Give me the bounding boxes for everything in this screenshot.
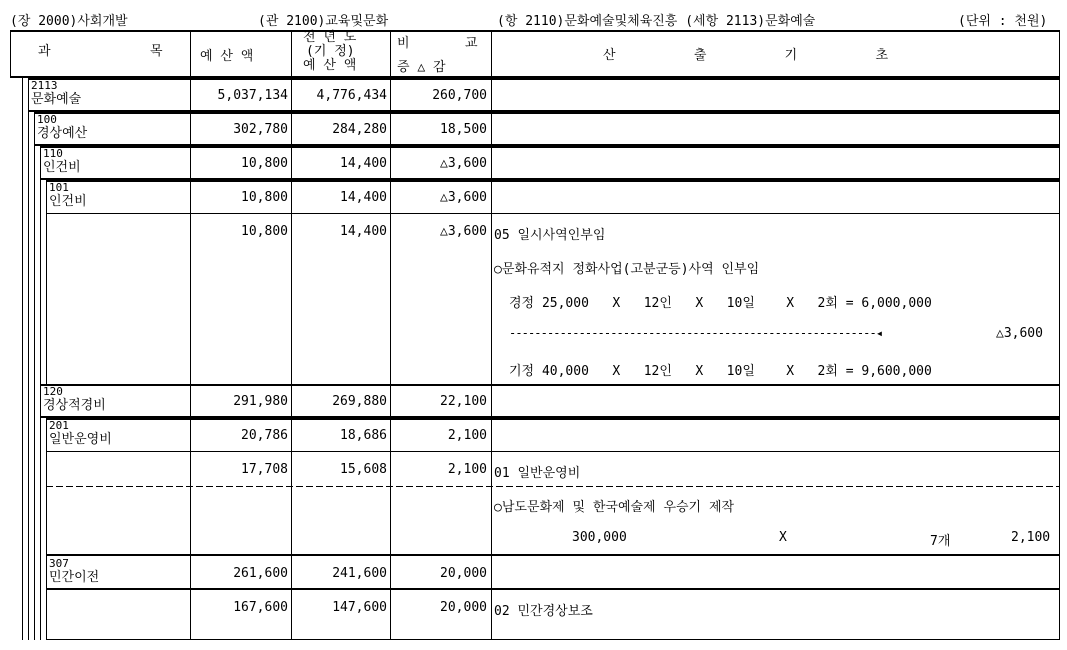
basis-item01-sub: ○남도문화제 및 한국예술제 우승기 제작: [494, 500, 735, 515]
basis-item02-title: 02 민간경상보조: [494, 604, 593, 619]
row-diff: △3,600: [440, 224, 487, 239]
row-prev: 14,400: [340, 190, 387, 205]
basis-calc-3b: 7개: [930, 534, 951, 549]
col-basis: 산 출 기 초: [603, 48, 889, 63]
col-subject-right: 목: [150, 44, 163, 59]
row-code: 307: [49, 557, 69, 570]
row-budget: 261,600: [233, 566, 288, 581]
row-prev: 18,686: [340, 428, 387, 443]
row-budget: 10,800: [241, 190, 288, 205]
row-diff: 2,100: [447, 462, 487, 477]
row-diff: 260,700: [432, 88, 487, 103]
basis-item01-title: 01 일반운영비: [494, 466, 581, 481]
row-budget: 10,800: [241, 224, 288, 239]
row-code: 110: [43, 147, 63, 160]
row-budget: 20,786: [241, 428, 288, 443]
row-budget: 302,780: [233, 122, 288, 137]
gwan-label: (관 2100)교육및문화: [258, 14, 389, 29]
col-compare-top-left: 비: [397, 36, 410, 51]
row-diff: 18,500: [440, 122, 487, 137]
basis-item05-sub: ○문화유적지 정화사업(고분군등)사역 인부임: [494, 262, 760, 277]
col-subject-left: 과: [38, 44, 51, 59]
col-compare-top-right: 교: [465, 36, 478, 51]
row-budget: 17,708: [241, 462, 288, 477]
unit-label: (단위 : 천원): [958, 14, 1048, 29]
col-prev-3: 예 산 액: [303, 58, 357, 73]
row-name: 민간이전: [49, 570, 100, 585]
row-code: 2113: [31, 79, 58, 92]
basis-calc-2: 기정 40,000 X 12인 X 10일 X 2회 = 9,600,000: [509, 364, 932, 379]
basis-calc-3c: 2,100: [1011, 530, 1051, 545]
row-prev: 14,400: [340, 156, 387, 171]
row-budget: 167,600: [233, 600, 288, 615]
row-code: 120: [43, 385, 63, 398]
jang-label: (장 2000)사회개발: [10, 14, 128, 29]
row-diff: 20,000: [440, 566, 487, 581]
row-name: 인건비: [43, 160, 81, 175]
basis-calc-3a: 300,000: [572, 530, 627, 545]
basis-item05-title: 05 일시사역인부임: [494, 228, 606, 243]
hang-label: (항 2110)문화예술및체육진흥 (세항 2113)문화예술: [497, 14, 816, 29]
row-code: 101: [49, 181, 69, 194]
row-prev: 269,880: [332, 394, 387, 409]
row-diff: △3,600: [440, 156, 487, 171]
row-name: 경상적경비: [43, 398, 106, 413]
row-prev: 284,280: [332, 122, 387, 137]
basis-calc-diff: △3,600: [996, 326, 1043, 341]
row-prev: 15,608: [340, 462, 387, 477]
row-diff: △3,600: [440, 190, 487, 205]
row-prev: 241,600: [332, 566, 387, 581]
row-name: 인건비: [49, 194, 87, 209]
basis-calc-1: 경정 25,000 X 12인 X 10일 X 2회 = 6,000,000: [509, 296, 932, 311]
col-prev-1: 전 년 도: [303, 30, 357, 45]
row-code: 100: [37, 113, 57, 126]
row-diff: 20,000: [440, 600, 487, 615]
basis-dashes: ----------------------------------------------------------◂: [509, 326, 883, 340]
row-diff: 22,100: [440, 394, 487, 409]
row-prev: 147,600: [332, 600, 387, 615]
row-name: 경상예산: [37, 126, 88, 141]
col-budget: 예 산 액: [200, 49, 254, 64]
row-code: 201: [49, 419, 69, 432]
row-diff: 2,100: [447, 428, 487, 443]
row-name: 일반운영비: [49, 432, 112, 447]
row-budget: 10,800: [241, 156, 288, 171]
row-prev: 14,400: [340, 224, 387, 239]
row-budget: 291,980: [233, 394, 288, 409]
basis-calc-3x: X: [779, 530, 787, 545]
col-prev-2: (기 정): [306, 44, 355, 59]
col-compare-bottom: 증 △ 감: [397, 60, 446, 75]
row-name: 문화예술: [31, 92, 82, 107]
row-budget: 5,037,134: [217, 88, 288, 103]
row-prev: 4,776,434: [316, 88, 387, 103]
